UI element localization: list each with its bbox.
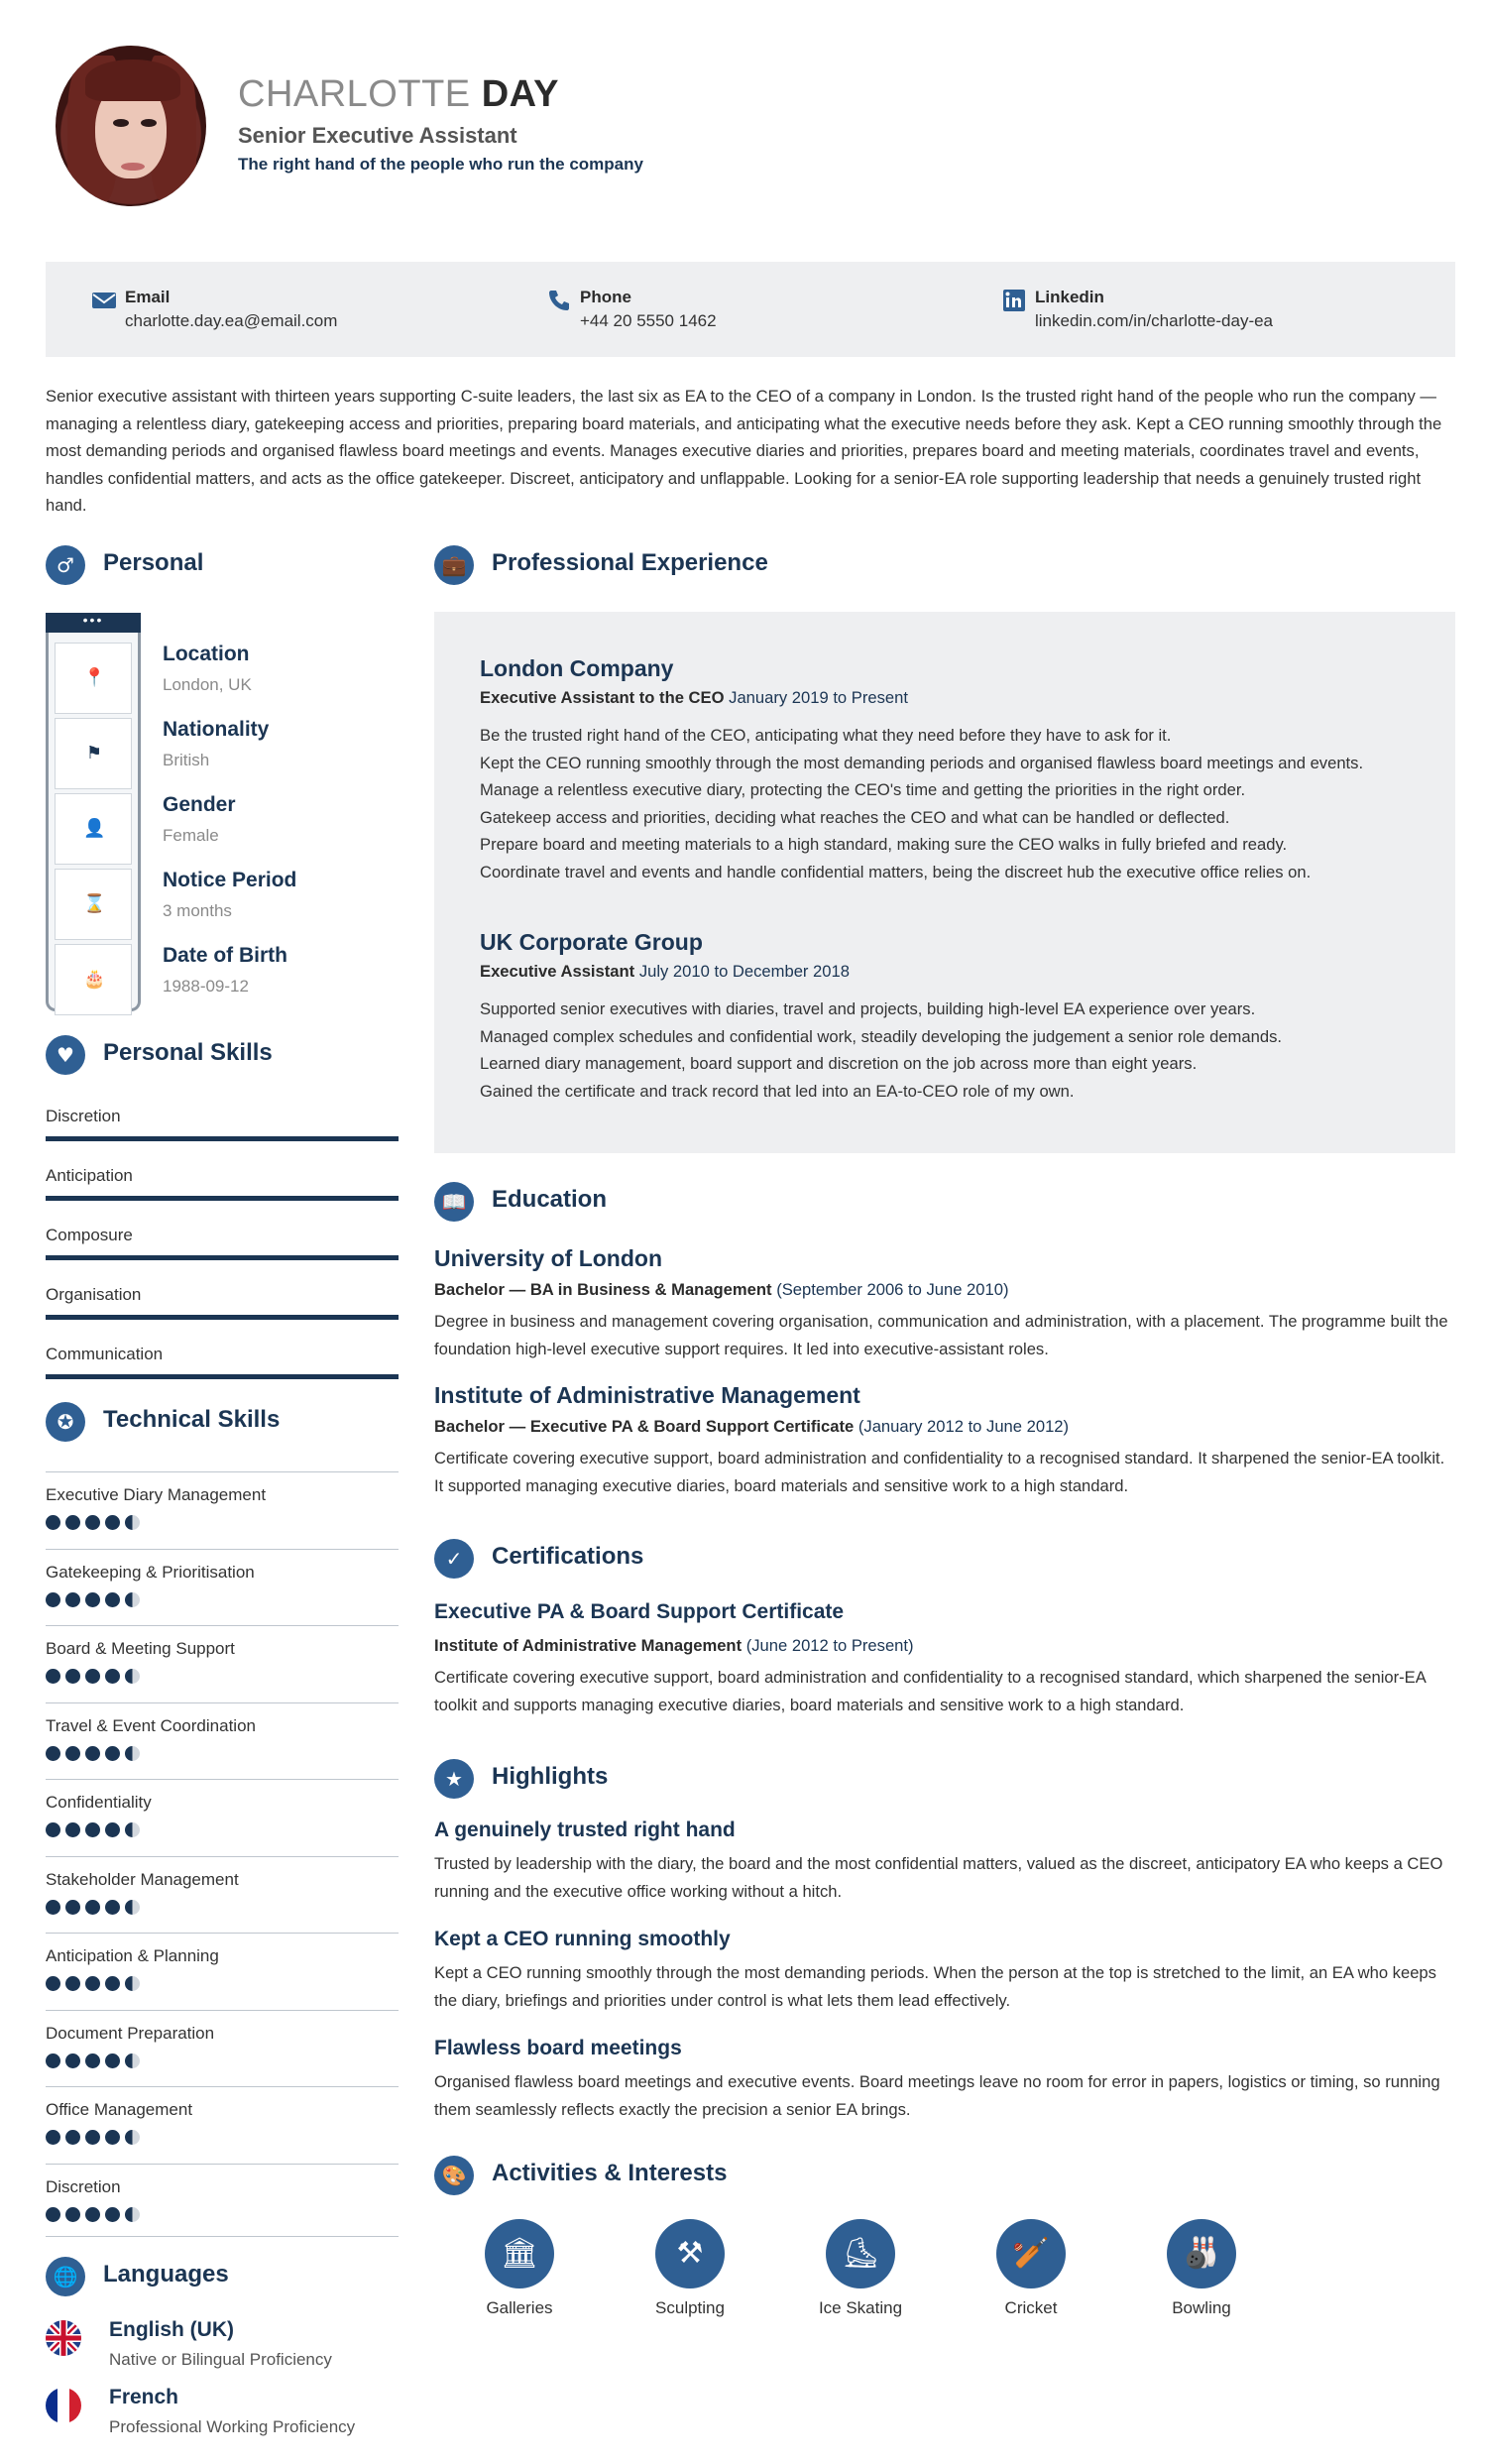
technical-skill-label: Board & Meeting Support	[46, 1639, 235, 1658]
rating-dot	[65, 2130, 80, 2145]
rating-dot	[105, 2207, 120, 2222]
rating-dot	[46, 1515, 60, 1530]
interest-bowling: 🎳 Bowling	[1142, 2219, 1261, 2318]
email-label: Email	[125, 288, 171, 306]
rating-dot	[85, 1746, 100, 1761]
divider	[46, 1702, 399, 1703]
dots-icon: •••	[46, 613, 141, 633]
technical-skill-label: Discretion	[46, 2176, 121, 2196]
skill-rating	[46, 2053, 145, 2069]
tagline: The right hand of the people who run the company	[238, 155, 643, 174]
rating-dot	[85, 1822, 100, 1837]
hourglass-icon: ⌛	[83, 893, 106, 914]
skill-rating	[46, 2207, 145, 2223]
interest-ice-skating: ⛸ Ice Skating	[801, 2219, 920, 2318]
rating-dot	[125, 1669, 140, 1684]
divider	[46, 1625, 399, 1626]
technical-skill-label: Document Preparation	[46, 2023, 215, 2043]
rating-dot	[85, 1976, 100, 1991]
palette-icon: 🎨	[434, 2156, 474, 2195]
rating-dot	[65, 2207, 80, 2222]
personal-info	[46, 613, 399, 1011]
rating-dot	[65, 1900, 80, 1915]
cake-icon: 🎂	[83, 969, 106, 990]
badge-check-icon: ✓	[434, 1539, 474, 1579]
rating-dot	[65, 1746, 80, 1761]
technical-skill-label: Anticipation & Planning	[46, 1946, 219, 1965]
rating-dot	[105, 1822, 120, 1837]
personal-gender: Gender Female	[163, 793, 236, 845]
skill-level-fill	[46, 1374, 399, 1379]
skill-level-bar	[46, 1315, 399, 1320]
rating-dot	[65, 1592, 80, 1607]
interest-cricket: 🏏 Cricket	[972, 2219, 1090, 2318]
interest-sculpting: ⚒ Sculpting	[630, 2219, 749, 2318]
rating-dot	[105, 1669, 120, 1684]
rating-dot	[65, 1669, 80, 1684]
person-icon: 👤	[83, 818, 106, 839]
highlight-board-meetings: Flawless board meetings Organised flawless board meetings and executive events. Board meetings leave no room for error in papers, logistics or timing, so running them seamlessly reflects exactly the precision a senior EA brings.	[434, 2037, 1440, 2119]
rating-dot	[46, 2053, 60, 2068]
skill-level-bar	[46, 1136, 399, 1141]
gender-icon: ♂	[46, 545, 85, 585]
personal-skill	[46, 1345, 399, 1364]
skill-level-bar	[46, 1374, 399, 1379]
technical-skill-label: Stakeholder Management	[46, 1869, 239, 1889]
rating-dot	[125, 2207, 140, 2222]
skill-rating	[46, 1669, 145, 1685]
personal-skill	[46, 1285, 399, 1305]
interest-galleries: 🏛 Galleries	[460, 2219, 579, 2318]
rating-dot	[125, 1976, 140, 1991]
linkedin-label: Linkedin	[1035, 288, 1104, 306]
rating-dot	[46, 1822, 60, 1837]
map-pin-icon: 📍	[83, 667, 106, 688]
rating-dot	[46, 1976, 60, 1991]
cricket-icon: 🏏	[996, 2219, 1066, 2288]
phone-label: Phone	[580, 288, 631, 306]
rating-dot	[65, 1976, 80, 1991]
personal-skill-label: Composure	[46, 1226, 133, 1244]
rating-dot	[46, 1746, 60, 1761]
resume-header	[0, 0, 1487, 258]
experience-panel	[434, 612, 1455, 1153]
museum-icon: 🏛	[485, 2219, 554, 2288]
uk-flag-icon	[46, 2320, 81, 2356]
heart-icon: ♥	[46, 1035, 85, 1075]
rating-dot	[125, 1515, 140, 1530]
rating-dot	[105, 1592, 120, 1607]
france-flag-icon	[46, 2388, 81, 2423]
rating-dot	[125, 2130, 140, 2145]
technical-skill-label: Gatekeeping & Prioritisation	[46, 1562, 255, 1582]
personal-skill-label: Organisation	[46, 1285, 142, 1304]
phone-value[interactable]: +44 20 5550 1462	[580, 311, 717, 330]
technical-skill-label: Travel & Event Coordination	[46, 1715, 256, 1735]
personal-skill	[46, 1226, 399, 1245]
skill-level-fill	[46, 1255, 399, 1260]
star-icon: ★	[434, 1759, 474, 1799]
job-title: Senior Executive Assistant	[238, 123, 517, 148]
personal-skill-label: Discretion	[46, 1107, 121, 1125]
sculpture-icon: ⚒	[655, 2219, 725, 2288]
personal-skill-label: Anticipation	[46, 1166, 133, 1185]
personal-skill	[46, 1107, 399, 1126]
contact-bar	[46, 262, 1455, 357]
rating-dot	[46, 1900, 60, 1915]
globe-icon: 🌐	[46, 2257, 85, 2296]
profile-photo	[56, 46, 206, 206]
rating-dot	[105, 2130, 120, 2145]
skill-rating	[46, 1900, 145, 1916]
skating-icon: ⛸	[826, 2219, 895, 2288]
rating-dot	[65, 1822, 80, 1837]
email-value[interactable]: charlotte.day.ea@email.com	[125, 311, 338, 330]
rating-dot	[46, 2130, 60, 2145]
rating-dot	[85, 1592, 100, 1607]
skill-level-bar	[46, 1255, 399, 1260]
certification-pa-board: Executive PA & Board Support Certificate Institute of Administrative Management (June 2012 to Present) Certificate covering executive support, board administration and confidentiality to a recognised standard, which sharpened the senior-EA toolkit and supports managing executive diaries, board materials and sensitive work to a high standard.	[434, 1600, 1426, 1714]
candidate-name: CHARLOTTE DAY	[238, 73, 559, 115]
rating-dot	[65, 2053, 80, 2068]
divider	[46, 1779, 399, 1780]
phone-icon	[546, 290, 572, 311]
personal-skill	[46, 1166, 399, 1186]
rating-dot	[85, 2207, 100, 2222]
rating-dot	[125, 1592, 140, 1607]
divider	[46, 1933, 399, 1934]
skill-rating	[46, 1976, 145, 1992]
skill-rating	[46, 1515, 145, 1531]
divider	[46, 1471, 399, 1472]
highlight-ceo-running: Kept a CEO running smoothly Kept a CEO running smoothly through the most demanding periods. When the person at the top is stretched to the limit, an EA who keeps the diary, briefings and priorities under control is what lets them lead effectively.	[434, 1928, 1436, 2010]
personal-nationality: Nationality British	[163, 718, 270, 769]
education-iam: Institute of Administrative Management Bachelor — Executive PA & Board Support Certificate (January 2012 to June 2012) Certificate covering executive support, board administration and confidentiality to a recognised standard. It sharpened the senior-EA toolkit. It supported managing executive diaries, board materials and sensitive work to a high standard.	[434, 1382, 1445, 1495]
technical-skill-label: Office Management	[46, 2100, 193, 2119]
rating-dot	[85, 1515, 100, 1530]
rating-dot	[46, 1669, 60, 1684]
personal-notice-period: Notice Period 3 months	[163, 869, 297, 920]
rating-dot	[105, 1746, 120, 1761]
skill-rating	[46, 1822, 145, 1838]
education-university-of-london: University of London Bachelor — BA in Business & Management (September 2006 to June 2010) Degree in business and management covering organisation, communication and administration, with a placement. The programme built the foundation high-level executive support requires. It led into executive-assistant roles.	[434, 1245, 1448, 1358]
linkedin-icon	[1001, 290, 1027, 311]
divider	[46, 2010, 399, 2011]
book-icon: 📖	[434, 1182, 474, 1222]
skill-level-fill	[46, 1315, 399, 1320]
rating-dot	[85, 1669, 100, 1684]
personal-skill-label: Communication	[46, 1345, 164, 1363]
rating-dot	[65, 1515, 80, 1530]
divider	[46, 2164, 399, 2165]
personal-rail	[46, 613, 141, 1011]
personal-location: Location London, UK	[163, 643, 252, 694]
job-uk-corporate-group: UK Corporate Group Executive Assistant July 2010 to December 2018 Supported senior executives with diaries, travel and projects, building high-level EA experience over years. Managed complex schedules and confidential work, steadily developing the judgement a senior role demands. Learned diary management, board support and discretion on the job across more than eight years. Gained the certificate and track record that led into an EA-to-CEO role of my own.	[480, 929, 1282, 1101]
flag-icon: ⚑	[85, 743, 103, 763]
rating-dot	[105, 1515, 120, 1530]
technical-skill-label: Confidentiality	[46, 1793, 152, 1812]
personal-date-of-birth: Date of Birth 1988-09-12	[163, 944, 287, 996]
divider	[46, 1549, 399, 1550]
linkedin-value[interactable]: linkedin.com/in/charlotte-day-ea	[1035, 311, 1274, 330]
divider	[46, 2086, 399, 2087]
skill-level-fill	[46, 1196, 399, 1201]
divider	[46, 1856, 399, 1857]
technical-skill-label: Executive Diary Management	[46, 1485, 267, 1504]
skill-rating	[46, 1746, 145, 1762]
rating-dot	[125, 1746, 140, 1761]
skill-level-bar	[46, 1196, 399, 1201]
rating-dot	[125, 1900, 140, 1915]
rating-dot	[85, 2053, 100, 2068]
bowling-icon: 🎳	[1167, 2219, 1236, 2288]
rating-dot	[105, 2053, 120, 2068]
rating-dot	[85, 2130, 100, 2145]
rating-dot	[46, 1592, 60, 1607]
rating-dot	[125, 1822, 140, 1837]
briefcase-icon: 💼	[434, 545, 474, 585]
skill-rating	[46, 2130, 145, 2146]
rating-dot	[46, 2207, 60, 2222]
email-icon	[91, 290, 117, 311]
award-icon: ✪	[46, 1402, 85, 1442]
rating-dot	[105, 1900, 120, 1915]
rating-dot	[85, 1900, 100, 1915]
highlight-trusted-right-hand: A genuinely trusted right hand Trusted by leadership with the diary, the board and the most confidential matters, valued as the discreet, anticipatory EA who keeps a CEO running and the executive office working without a hitch.	[434, 1819, 1443, 1901]
skill-level-fill	[46, 1136, 399, 1141]
summary-paragraph: Senior executive assistant with thirteen years supporting C-suite leaders, the last six as EA to the CEO of a company in London. Is the trusted right hand of the people who run the company — managing a relentless diary, gatekeeping access and priorities, preparing board materials, and anticipating what the executive needs before they ask. Kept a CEO running smoothly through the most demanding periods and organised flawless board meetings and events. Manages executive diaries and priorities, prepares board and meeting materials, coordinates travel and events, handles confidential matters, and acts as the office gatekeeper. Discreet, anticipatory and unflappable. Looking for a senior-EA role supporting leadership that needs a genuinely trusted right hand.	[46, 387, 1442, 516]
rating-dot	[105, 1976, 120, 1991]
skill-rating	[46, 1592, 145, 1608]
job-london-company: London Company Executive Assistant to the CEO January 2019 to Present Be the trusted right hand of the CEO, anticipating what they need before they have to ask for it. Kept the CEO running smoothly through the most demanding periods and organised flawless board meetings and events. Manage a relentless executive diary, protecting the CEO's time and getting the priorities in the right order. Gatekeep access and priorities, deciding what reaches the CEO and what can be handled or deflected. Prepare board and meeting materials to a high standard, making sure the CEO walks in fully briefed and ready. Coordinate travel and events and handle confidential matters, being the discreet hub the executive office relies on.	[480, 655, 1364, 881]
rating-dot	[125, 2053, 140, 2068]
